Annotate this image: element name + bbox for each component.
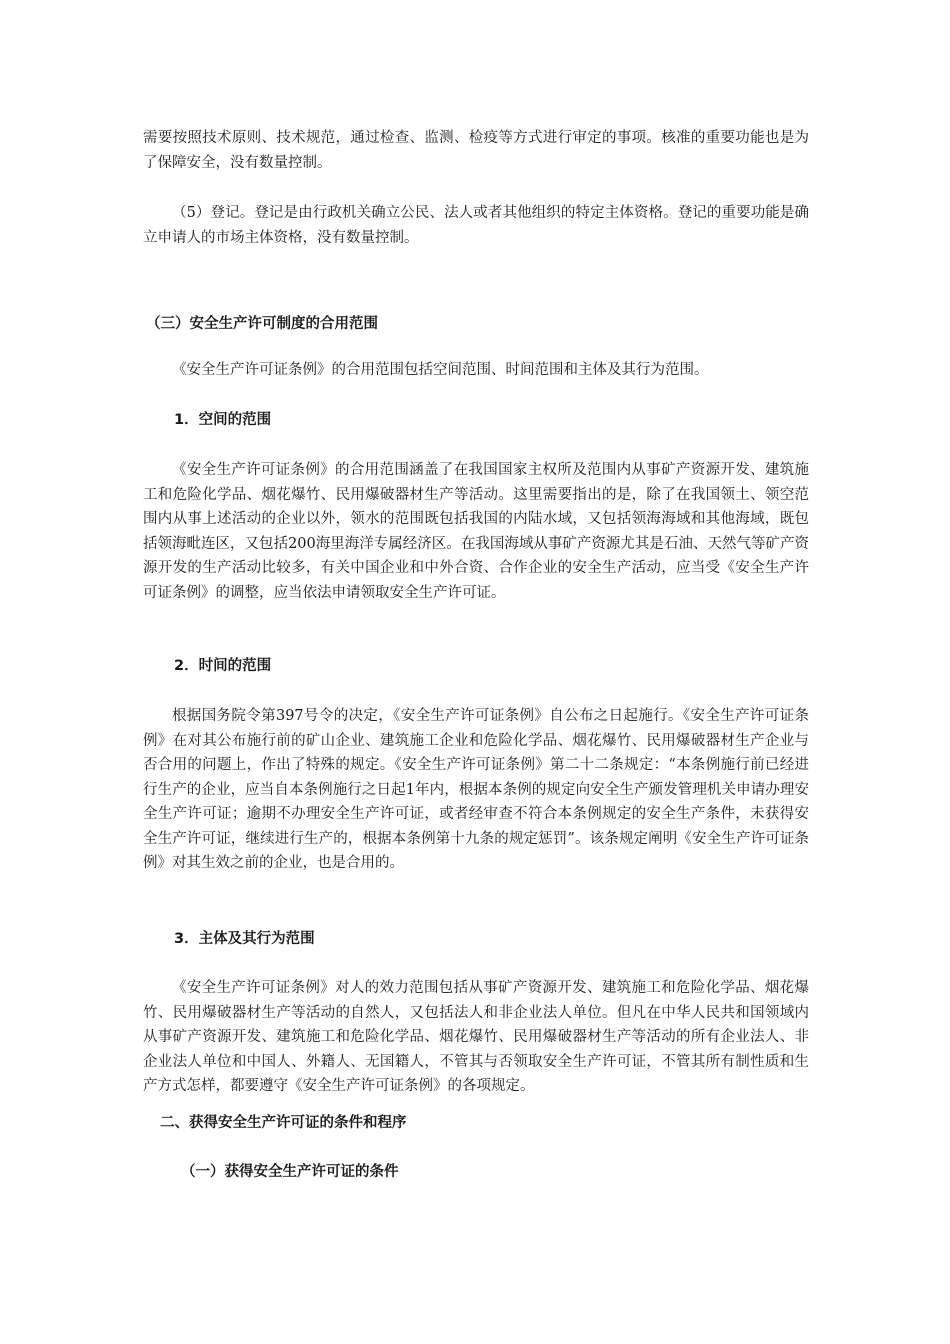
heading-section-two: 二、获得安全生产许可证的条件和程序 bbox=[160, 1115, 407, 1131]
paragraph-subject-scope: 《安全生产许可证条例》对人的效力范围包括从事矿产资源开发、建筑施工和危险化学品、烟花爆竹、民用爆破器材生产等活动的自然人，又包括法人和非企业法人单位。但凡在中华人民共和国领域内从事矿产资源开发、建筑施工和危险化学品、烟花爆竹、民用爆破器材生产等活动的所有企业法人、非企业法人单位和中国人、外籍人、无国籍人，不管其与否领取安全生产许可证，不管其所有制性质和生产方式怎样，都要遵守《安全生产许可证条例》的各项规定。 bbox=[143, 980, 809, 1094]
paragraph-approval-continued: 需要按照技术原则、技术规范，通过检查、监测、检疫等方式进行审定的事项。核准的重要功能也是为了保障安全，没有数量控制。 bbox=[143, 130, 809, 171]
paragraph-registration: （5）登记。登记是由行政机关确立公民、法人或者其他组织的特定主体资格。登记的重要功能是确立申请人的市场主体资格，没有数量控制。 bbox=[143, 205, 809, 246]
heading-spatial-scope: 1．空间的范围 bbox=[174, 412, 272, 428]
heading-time-scope: 2．时间的范围 bbox=[174, 658, 272, 674]
paragraph-spatial-scope: 《安全生产许可证条例》的合用范围涵盖了在我国国家主权所及范围内从事矿产资源开发、建筑施工和危险化学品、烟花爆竹、民用爆破器材生产等活动。这里需要指出的是，除了在我国领土、领空范围内从事上述活动的企业以外，领水的范围既包括我国的内陆水域，又包括领海海域和其他海域，既包括领海毗连区，又包括200海里海洋专属经济区。在我国海域从事矿产资源尤其是石油、天然气等矿产资源开发的生产活动比较多，有关中国企业和中外合资、合作企业的安全生产活动，应当受《安全生产许可证条例》的调整，应当依法申请领取安全生产许可证。 bbox=[143, 462, 809, 601]
heading-subject-scope: 3．主体及其行为范围 bbox=[174, 931, 315, 947]
heading-conditions: （一）获得安全生产许可证的条件 bbox=[181, 1164, 399, 1180]
paragraph-scope-intro: 《安全生产许可证条例》的合用范围包括空间范围、时间范围和主体及其行为范围。 bbox=[172, 362, 709, 378]
heading-scope: （三）安全生产许可制度的合用范围 bbox=[146, 316, 378, 332]
paragraph-time-scope: 根据国务院令第397号令的决定，《安全生产许可证条例》自公布之日起施行。《安全生产许可证条例》在对其公布施行前的矿山企业、建筑施工企业和危险化学品、烟花爆竹、民用爆破器材生产企业与否合用的问题上，作出了特殊的规定。《安全生产许可证条例》第二十二条规定：“本条例施行前已经进行生产的企业，应当自本条例施行之日起1年内，根据本条例的规定向安全生产颁发管理机关申请办理安全生产许可证；逾期不办理安全生产许可证，或者经审查不符合本条例规定的安全生产条件，未获得安全生产许可证，继续进行生产的，根据本条例第十九条的规定惩罚”。该条规定阐明《安全生产许可证条例》对其生效之前的企业，也是合用的。 bbox=[143, 708, 809, 871]
